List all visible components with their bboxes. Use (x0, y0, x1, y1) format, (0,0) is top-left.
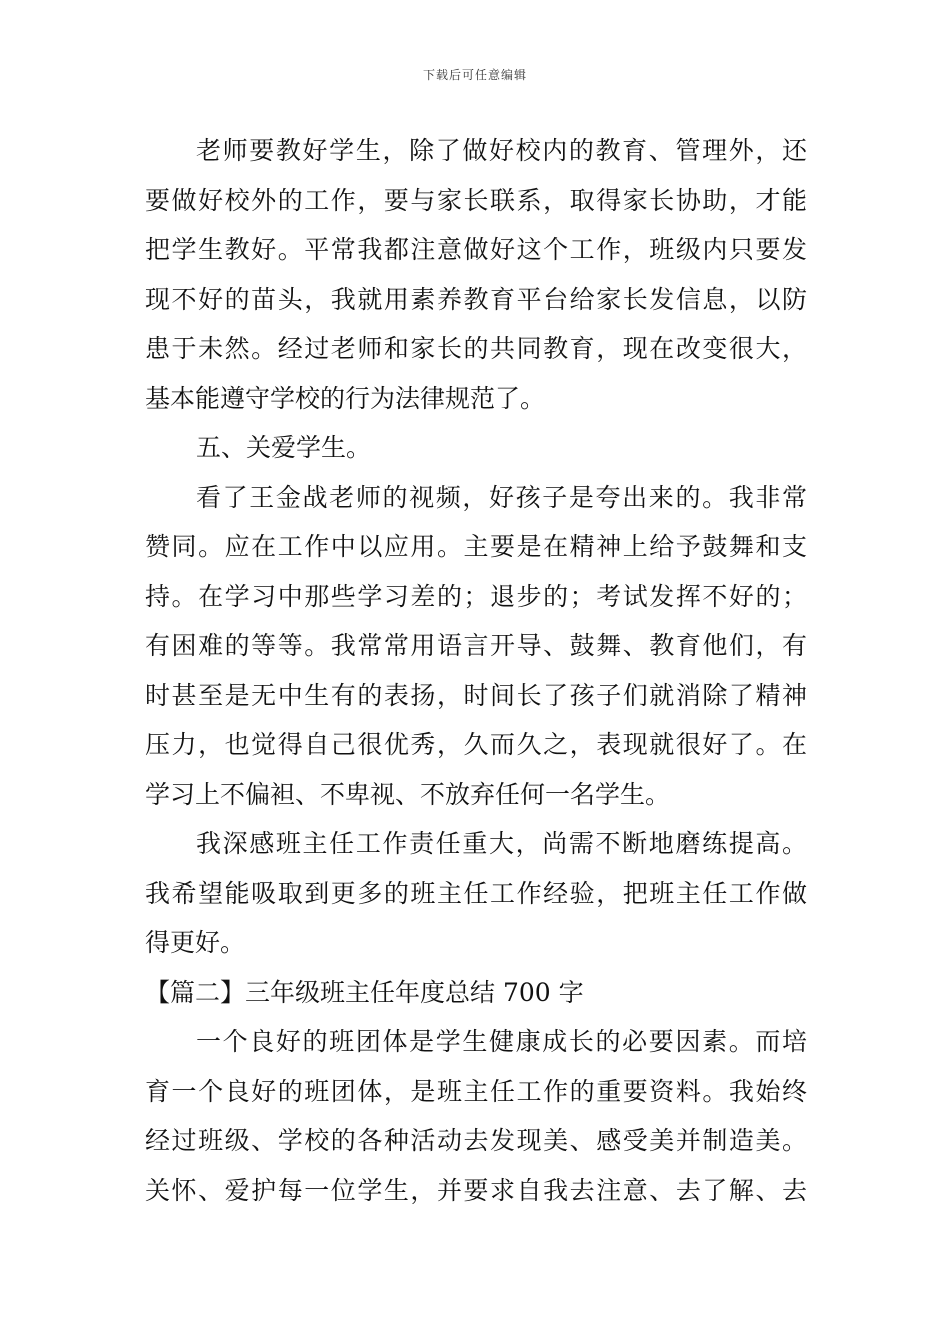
text-line: 赞同。应在工作中以应用。主要是在精神上给予鼓舞和支 (145, 532, 807, 561)
text-line: 有困难的等等。我常常用语言开导、鼓舞、教育他们，有 (145, 631, 807, 660)
text-line: 把学生教好。平常我都注意做好这个工作，班级内只要发 (145, 235, 807, 264)
text-line: 时甚至是无中生有的表扬，时间长了孩子们就消除了精神 (145, 680, 807, 710)
text-line: 关怀、爱护每一位学生，并要求自我去注意、去了解、去 (145, 1175, 807, 1205)
text-line: 经过班级、学校的各种活动去发现美、感受美并制造美。 (145, 1126, 807, 1155)
text-line: 五、关爱学生。 (196, 433, 372, 462)
text-line: 一个良好的班团体是学生健康成长的必要因素。而培 (196, 1027, 807, 1056)
text-line: 学习上不偏袒、不卑视、不放弃任何一名学生。 (145, 779, 671, 809)
section-heading: 【篇二】三年级班主任年度总结 700 字 (145, 977, 584, 1007)
text-line: 现不好的苗头，我就用素养教育平台给家长发信息，以防 (145, 284, 807, 314)
page-header: 下载后可任意编辑 (422, 68, 527, 82)
text-line: 患于未然。经过老师和家长的共同教育，现在改变很大， (145, 334, 807, 363)
text-line: 基本能遵守学校的行为法律规范了。 (145, 383, 546, 413)
text-line: 要做好校外的工作，要与家长联系，取得家长协助，才能 (145, 185, 807, 215)
document-body (145, 126, 807, 1215)
text-line: 持。在学习中那些学习差的；退步的；考试发挥不好的； (145, 581, 807, 611)
text-line: 我深感班主任工作责任重大，尚需不断地磨练提高。 (196, 829, 807, 858)
text-line: 我希望能吸取到更多的班主任工作经验，把班主任工作做 (145, 878, 807, 908)
text-line: 老师要教好学生，除了做好校内的教育、管理外，还 (196, 136, 807, 165)
text-line: 得更好。 (145, 928, 246, 957)
text-line: 育一个良好的班团体，是班主任工作的重要资料。我始终 (145, 1076, 807, 1106)
text-line: 压力，也觉得自己很优秀，久而久之，表现就很好了。在 (145, 730, 807, 759)
text-line: 看了王金战老师的视频，好孩子是夸出来的。我非常 (196, 482, 807, 512)
